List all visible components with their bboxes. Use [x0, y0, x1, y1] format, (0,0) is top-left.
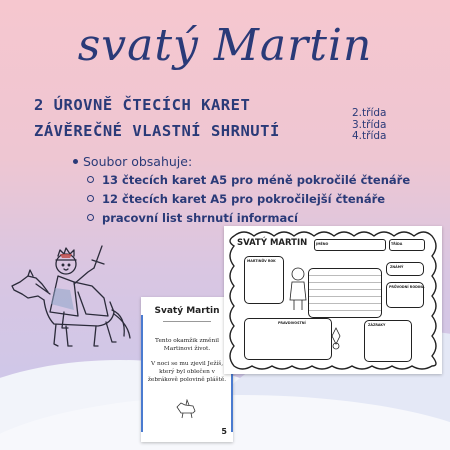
card-text — [147, 337, 227, 384]
list-item — [87, 208, 410, 227]
where-box — [244, 256, 284, 304]
worksheet-title: SVATÝ MARTIN — [237, 238, 308, 248]
class-label: TŘÍDA — [391, 242, 403, 246]
circle-bullet-icon — [87, 214, 94, 221]
list-item-text: 13 čtecích karet A5 pro méně pokročilé čtenáře — [102, 172, 411, 187]
story-label: PRAVDIVOSTNÍ — [278, 321, 306, 325]
circle-bullet-icon — [87, 195, 94, 202]
heading-reading-cards: 2 ÚROVNĚ ČTECÍCH KARET — [34, 96, 251, 114]
grade-list — [352, 108, 386, 143]
family-label: PRŮVODNÍ RODINA — [389, 285, 425, 289]
notes-box — [308, 268, 382, 318]
card-left-accent — [141, 315, 143, 432]
worksheet-preview — [224, 226, 442, 374]
card-title: Svatý Martin — [154, 306, 220, 316]
list-item — [87, 170, 410, 189]
grade-item: 3.třída — [352, 118, 387, 131]
knight-on-horse-illustration — [8, 232, 138, 352]
reading-card-preview — [141, 297, 233, 442]
circle-bullet-icon — [87, 176, 94, 183]
grade-item: 4.třída — [352, 130, 387, 142]
list-item — [87, 189, 410, 208]
contents-items — [73, 170, 410, 227]
name-label: JMÉNO — [316, 242, 329, 246]
card-paragraph: Tento okamžik změnil Martinovi život. — [155, 338, 219, 352]
list-item-text: 12 čtecích karet A5 pro pokročilejší čtenáře — [102, 191, 386, 206]
card-page-number: 5 — [221, 427, 227, 436]
contents-lead-text: Soubor obsahuje: — [83, 154, 193, 169]
miracle-label: ZÁZRAKY — [368, 323, 386, 327]
card-divider — [163, 321, 211, 322]
contents-list — [73, 154, 410, 227]
card-horse-icon — [175, 399, 199, 419]
contents-lead — [73, 154, 410, 169]
page-title: svatý Martin — [77, 20, 373, 71]
grade-item: 2.třída — [352, 107, 387, 119]
list-item-text: pracovní list shrnutí informací — [102, 210, 298, 225]
famous-label: ZNÁMÝ — [390, 265, 404, 269]
where-label: MARTINŮV ROK — [247, 259, 276, 263]
card-paragraph: V noci se mu zjevil Ježíš, který byl oblečen v žebrákově polovině pláště. — [147, 361, 227, 383]
heading-summary: ZÁVĚREČNÉ VLASTNÍ SHRNUTÍ — [34, 122, 280, 140]
bullet-icon — [73, 159, 78, 164]
